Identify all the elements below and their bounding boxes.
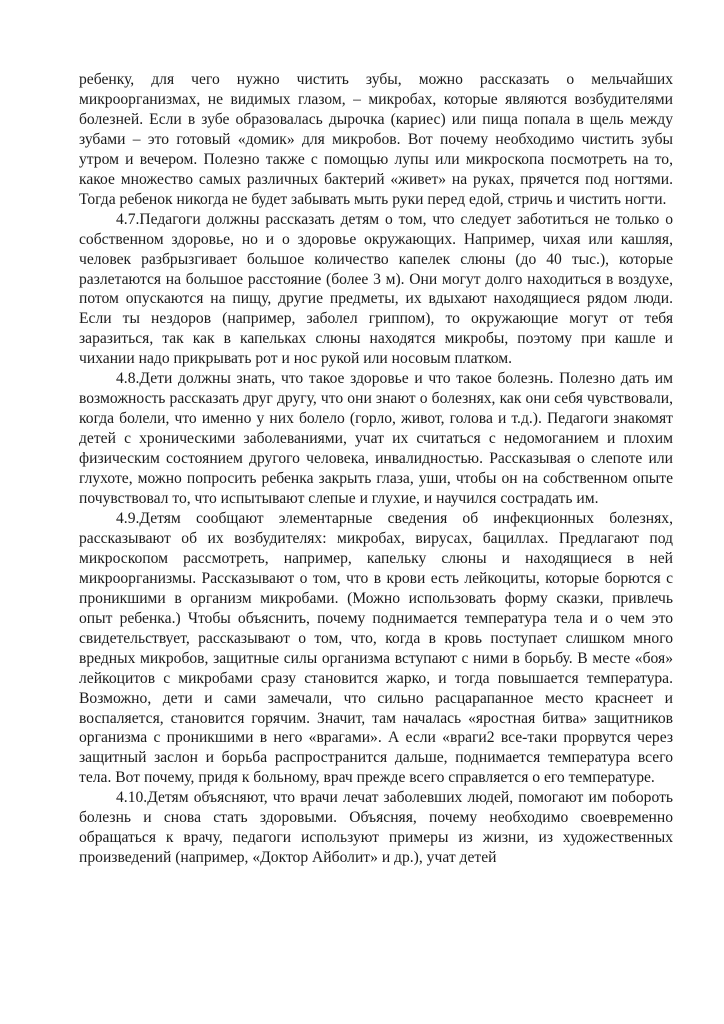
paragraph-continuation: ребенку, для чего нужно чистить зубы, можно рассказать о мельчайших микроорганизмах, не видимых глазом, – микробах, которые являются возбудителями болезней. Если в зубе образовалась дырочка (кариес) или пища попала в щель между зубами – это готовый «домик» для микробов. Вот почему необходимо чистить зубы утром и вечером. Полезно также с помощью лупы или микроскопа посмотреть на то, какое множество самых различных бактерий «живет» на руках, прячется под ногтями. Тогда ребенок никогда не будет забывать мыть руки перед едой, стричь и чистить ногти.	[79, 71, 673, 208]
paragraph-4-9: 4.9.Детям сообщают элементарные сведения об инфекционных болезнях, рассказывают об их возбудителях: микробах, вирусах, бациллах. Предлагают под микроскопом рассмотреть, например, капельку слюны и находящиеся в ней микроорганизмы. Рассказывают о том, что в крови есть лейкоциты, которые борются с проникшими в организм микробами. (Можно использовать форму сказки, привлечь опыт ребенка.) Чтобы объяснить, почему поднимается температура тела и о чем это свидетельствует, рассказывают о том, что, когда в кровь поступает слишком много вредных микробов, защитные силы организма вступают с ними в борьбу. В месте «боя» лейкоцитов с микробами сразу становится жарко, и тогда повышается температура. Возможно, дети и сами замечали, что сильно расцарапанное место краснеет и воспаляется, становится горячим. Значит, там началась «яростная битва» защитников организма с проникшими в него «врагами». А если «враги2 все-таки прорвутся через защитный заслон и борьба распространится дальше, поднимается температура всего тела. Вот почему, придя к больному, врач прежде всего справляется о его температуре.	[79, 509, 673, 787]
paragraph-4-8: 4.8.Дети должны знать, что такое здоровье и что такое болезнь. Полезно дать им возможность рассказать друг другу, что они знают о болезнях, как они себя чувствовали, когда болели, что именно у них болело (горло, живот, голова и т.д.). Педагоги знакомят детей с хроническими заболеваниями, учат их считаться с недомоганием и плохим физическим состоянием другого человека, инвалидностью. Рассказывая о слепоте или глухоте, можно попросить ребенка закрыть глаза, уши, чтобы он на собственном опыте почувствовал то, что испытывают слепые и глухие, и научился сострадать им.	[79, 370, 673, 508]
document-page	[79, 70, 673, 868]
paragraph-4-10: 4.10.Детям объясняют, что врачи лечат заболевших людей, помогают им побороть болезнь и снова стать здоровыми. Объясняя, почему необходимо своевременно обращаться к врачу, педагоги используют примеры из жизни, из художественных произведений (например, «Доктор Айболит» и др.), учат детей	[79, 789, 673, 867]
paragraph-4-7: 4.7.Педагоги должны рассказать детям о том, что следует заботиться не только о собственном здоровье, но и о здоровье окружающих. Например, чихая или кашляя, человек разбрызгивает большое количество капелек слюны (до 40 тыс.), которые разлетаются на большое расстояние (более 3 м). Они могут долго находиться в воздухе, потом опускаются на пищу, другие предметы, их вдыхают находящиеся рядом люди. Если ты нездоров (например, заболел гриппом), то окружающие могут от тебя заразиться, так как в капельках слюны находятся микробы, поэтому при кашле и чихании надо прикрывать рот и нос рукой или носовым платком.	[79, 210, 673, 368]
